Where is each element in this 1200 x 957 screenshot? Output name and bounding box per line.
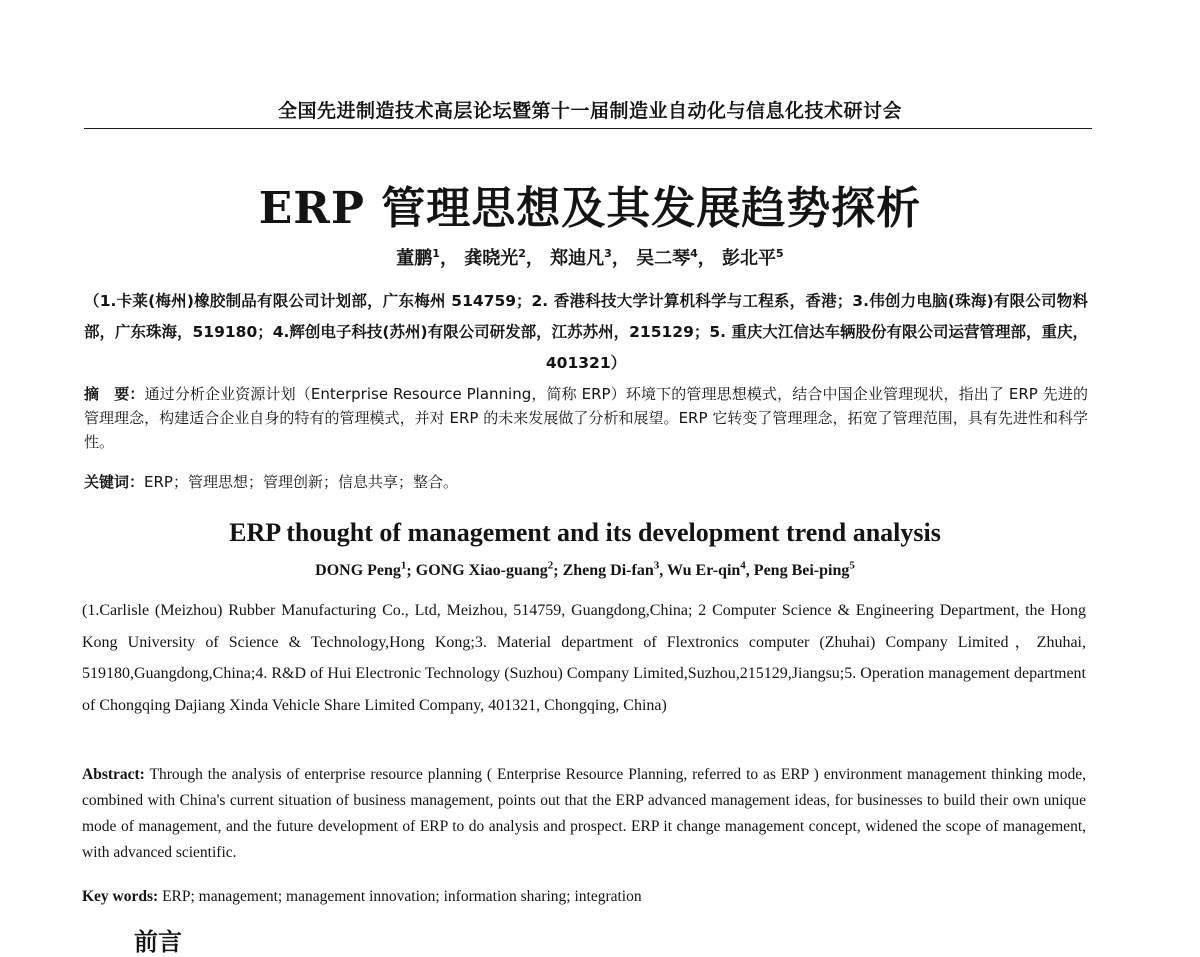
author-en: Wu Er-qin$^4$ <box>666 560 746 580</box>
keywords-label-cn: 关键词： <box>84 473 145 491</box>
author-cn: 吴二琴$^4$ <box>636 247 698 269</box>
keywords-en <box>82 884 1086 910</box>
affiliations-cn: （1.卡莱(梅州)橡胶制品有限公司计划部，广东梅州 514759；2. 香港科技大学计算机科学与工程系，香港；3.伟创力电脑(珠海)有限公司物料部，广东珠海，519180；4.辉创电子科技(苏州)有限公司研发部，江苏苏州，215129；5. 重庆大江信达车辆股份有限公司运营管理部，重庆，401321） <box>84 292 1088 372</box>
author-cn: 董鹏$^1$ <box>396 247 440 269</box>
keywords-text-cn: ERP；管理思想；管理创新；信息共享；整合。 <box>144 473 458 491</box>
abstract-en <box>82 762 1086 866</box>
paper-title-cn: ERP 管理思想及其发展趋势探析 <box>258 183 922 234</box>
abstract-cn <box>84 382 1088 454</box>
affiliations-en: (1.Carlisle (Meizhou) Rubber Manufacturing Co., Ltd, Meizhou, 514759, Guangdong,China; 2 Computer Science & Engineering Department, the Hong Kong University of Science & Technology,Hong Kong;3. Material department of Flextronics computer (Zhuhai) Company Limited，Zhuhai, 519180,Guangdong,China;4. R&D of Hui Electronic Technology (Suzhou) Company Limited,Suzhou,215129,Jiangsu;5. Operation management department of Chongqing Dajiang Xinda Vehicle Share Limited Company, 401321, Chongqing, China) <box>82 602 1086 714</box>
abstract-text-cn: 通过分析企业资源计划（Enterprise Resource Planning，简称 ERP）环境下的管理思想模式，结合中国企业管理现状，指出了 ERP 先进的管理理念，构建适合企业自身的特有的管理模式，并对 ERP 的未来发展做了分析和展望。ERP 它转变了管理理念，拓宽了管理范围，具有先进性和科学性。 <box>84 385 1088 451</box>
conference-header: 全国先进制造技术高层论坛暨第十一届制造业自动化与信息化技术研讨会 <box>277 100 902 122</box>
paper-title-en: ERP thought of management and its development trend analysis <box>229 518 941 547</box>
author-en: GONG Xiao-guang$^2$ <box>415 560 554 580</box>
keywords-text-en: ERP; management; management innovation; information sharing; integration <box>158 888 642 905</box>
author-en: DONG Peng$^1$ <box>315 560 407 580</box>
keywords-cn <box>84 470 1088 494</box>
abstract-label-cn: 摘 要： <box>84 385 145 403</box>
abstract-label-en: Abstract: <box>82 766 145 783</box>
author-list-en: DONG Peng$^1$; GONG Xiao-guang$^2$; Zheng Di-fan$^3$, Wu Er-qin$^4$, Peng Bei-ping$^5$ <box>315 560 855 580</box>
keywords-label-en: Key words: <box>82 888 159 905</box>
author-list-cn: 董鹏$^1$， 龚晓光$^2$， 郑迪凡$^3$， 吴二琴$^4$， 彭北平$^5$ <box>396 247 784 269</box>
section-heading: 前言 <box>134 928 182 956</box>
author-cn: 彭北平$^5$ <box>722 247 784 269</box>
author-en: Zheng Di-fan$^3$ <box>562 560 660 580</box>
header-rule <box>84 128 1092 129</box>
author-cn: 龚晓光$^2$ <box>464 247 526 269</box>
abstract-text-en: Through the analysis of enterprise resource planning ( Enterprise Resource Planning, referred to as ERP ) environment management thinking mode, combined with China's current situation of business management, points out that the ERP advanced management ideas, for businesses to build their own unique mode of management, and the future development of ERP to do analysis and prospect. ERP it change management concept, widened the scope of management, with advanced scientific. <box>82 766 1086 861</box>
author-en: Peng Bei-ping$^5$ <box>753 560 855 580</box>
author-cn: 郑迪凡$^3$ <box>550 247 612 269</box>
